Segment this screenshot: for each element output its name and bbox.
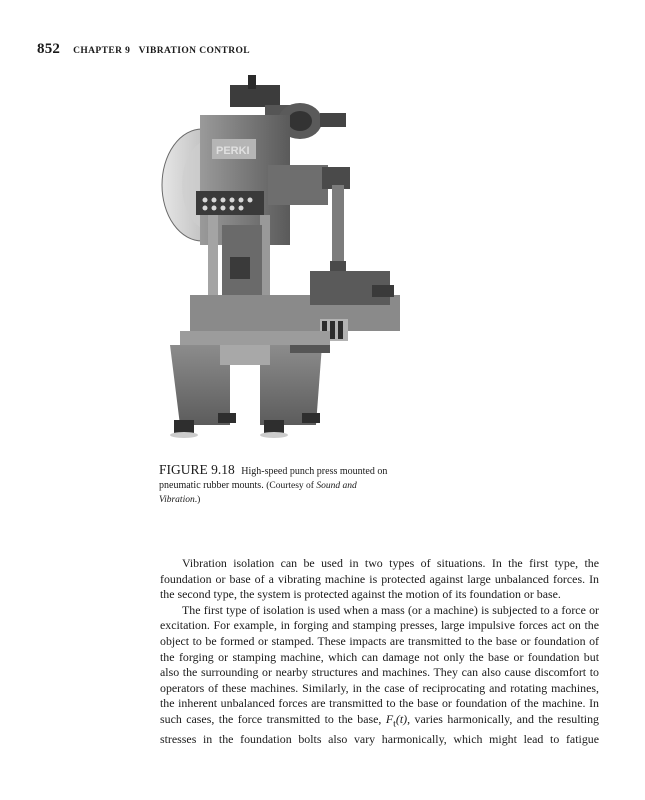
running-header: [37, 41, 250, 61]
svg-text:PERKI: PERKI: [216, 145, 250, 157]
figure-caption-text: High-speed punch press mounted on pneumatic rubber mounts.: [159, 466, 388, 491]
figure-label: FIGURE 9.18: [159, 462, 235, 477]
courtesy-source: Sound and Vibration: [159, 480, 357, 505]
paragraph-2-text-a: The first type of isolation is used when a mass (or a machine) is subjected to a force or excitation. For example, in forging and stamping presses, large impulsive forces act on the object to be formed or stamped. These impacts are transmitted to the base or foundation of the forging or stamping machine, which can damage not only the base or foundation but also the surrounding or nearby structures and machines. They can also cause discomfort to operators of these machines. Similarly, in the case of reciprocating and rotating machines, the inherent unbalanced forces are transmitted to the base or foundation of the machine. In such cases, the force transmitted to the base,: [160, 602, 599, 726]
punch-press-illustration: [160, 75, 428, 450]
force-subscript: t: [393, 718, 396, 730]
figure-caption: [159, 463, 399, 508]
chapter-number: CHAPTER 9: [73, 46, 131, 56]
force-symbol: F: [385, 711, 394, 726]
chapter-heading: [73, 46, 250, 56]
paragraph-2: [160, 603, 599, 748]
force-argument: (t): [395, 711, 408, 726]
chapter-title: VIBRATION CONTROL: [138, 46, 251, 56]
courtesy-suffix: .): [194, 495, 201, 505]
paragraph-1: Vibration isolation can be used in two types of situations. In the first type, the foundation or base of a vibrating machine is protected against large unbalanced forces. In the second type, the system is protected against the motion of its foundation or base.: [160, 556, 599, 602]
paragraph-2-text-b: , varies harmonically, and the resulting stresses in the foundation bolts also vary harmonically, which might lead to fatigue: [160, 711, 599, 746]
courtesy-prefix: (Courtesy of: [266, 480, 317, 491]
page-number: 852: [37, 41, 61, 57]
body-text: [160, 556, 599, 748]
punch-press-figure: [160, 75, 428, 450]
